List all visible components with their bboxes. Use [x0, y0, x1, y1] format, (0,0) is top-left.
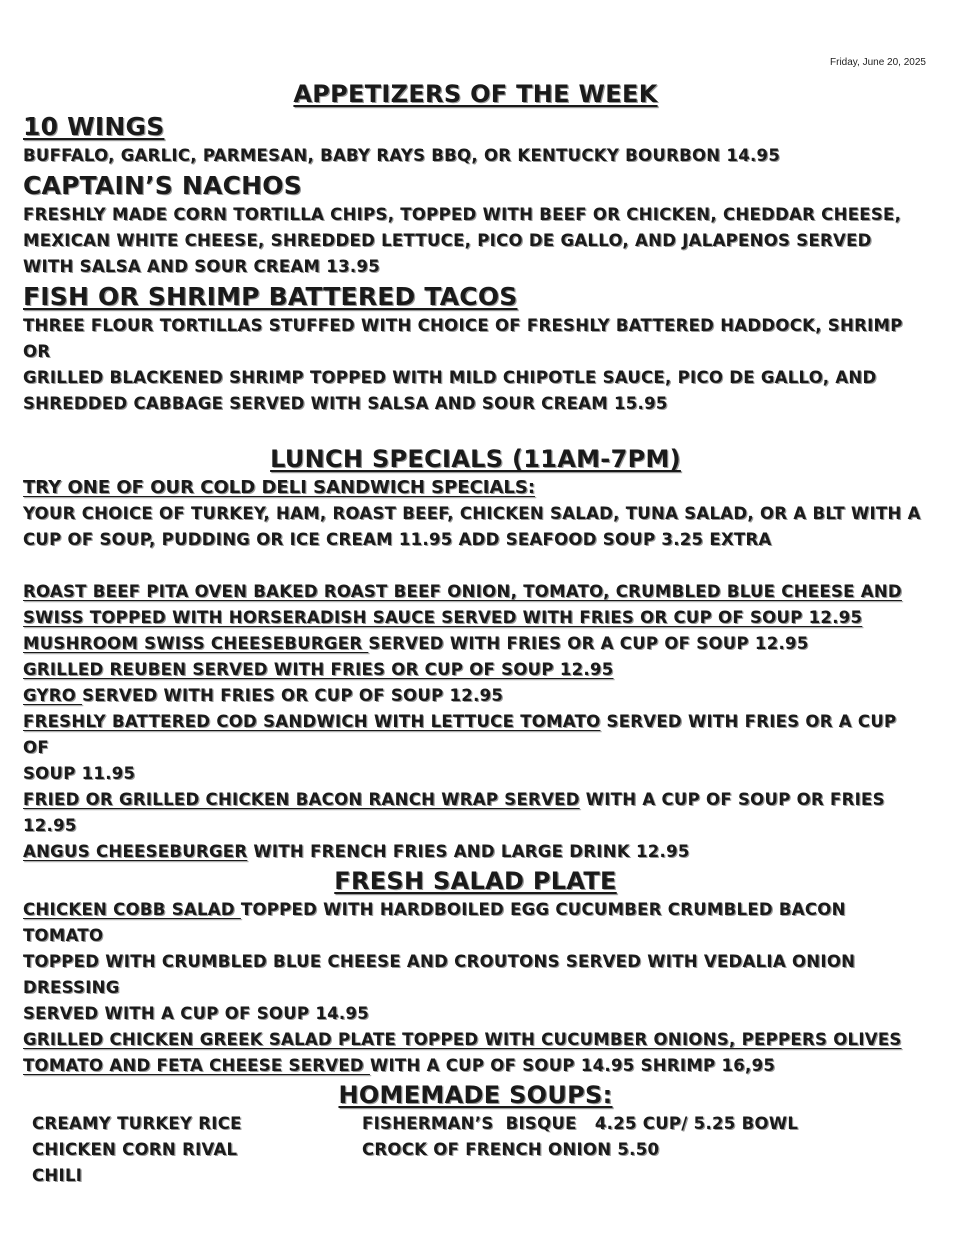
appetizer-wings: [23, 110, 928, 169]
soup-item: FISHERMAN’S BISQUE 4.25 CUP/ 5.25 BOWL: [362, 1114, 799, 1133]
spacer: [23, 417, 928, 443]
appetizer-title: 10 WINGS: [23, 112, 165, 141]
soups-column-left: [32, 1111, 362, 1189]
appetizer-line: MEXICAN WHITE CHEESE, SHREDDED LETTUCE, PICO DE GALLO, AND JALAPENOS SERVED: [23, 231, 872, 250]
salad-heading: FRESH SALAD PLATE: [334, 867, 617, 895]
appetizer-tacos: [23, 280, 928, 417]
soups-heading: HOMEMADE SOUPS:: [338, 1081, 613, 1109]
deli-line: CUP OF SOUP, PUDDING OR ICE CREAM 11.95 ADD SEAFOOD SOUP 3.25 EXTRA: [23, 530, 772, 549]
salad-line: [23, 1001, 928, 1027]
appetizer-nachos: [23, 169, 928, 280]
special-detail: WITH FRENCH FRIES AND LARGE DRINK 12.95: [247, 842, 690, 861]
appetizer-line: SHREDDED CABBAGE SERVED WITH SALSA AND SOUR CREAM 15.95: [23, 394, 668, 413]
special-detail: SOUP 11.95: [23, 764, 136, 783]
appetizer-line: FRESHLY MADE CORN TORTILLA CHIPS, TOPPED WITH BEEF OR CHICKEN, CHEDDAR CHEESE,: [23, 205, 902, 224]
special-line: [23, 657, 928, 683]
salad-detail: SERVED WITH A CUP OF SOUP 14.95: [23, 1004, 370, 1023]
soup-item: CHICKEN CORN RIVAL: [32, 1140, 238, 1159]
special-line: [23, 605, 928, 631]
appetizer-line: WITH SALSA AND SOUR CREAM 13.95: [23, 257, 381, 276]
special-line: [23, 761, 928, 787]
special-line: [23, 683, 928, 709]
soup-item: CHILI: [32, 1166, 83, 1185]
salad-list: [23, 897, 928, 1079]
menu-content: [23, 78, 928, 1189]
deli-line: YOUR CHOICE OF TURKEY, HAM, ROAST BEEF, CHICKEN SALAD, TUNA SALAD, OR A BLT WITH A: [23, 504, 921, 523]
special-name: GRILLED REUBEN SERVED WITH FRIES OR CUP OF SOUP 12.95: [23, 660, 614, 679]
special-line: [23, 709, 928, 761]
salad-name: TOMATO AND FETA CHEESE SERVED: [23, 1056, 370, 1075]
salad-detail: WITH A CUP OF SOUP 14.95 SHRIMP 16,95: [369, 1056, 776, 1075]
appetizer-title: CAPTAIN’S NACHOS: [23, 171, 302, 200]
special-detail: SERVED WITH FRIES OR A CUP OF: [23, 712, 897, 757]
appetizer-line: BUFFALO, GARLIC, PARMESAN, BABY RAYS BBQ, OR KENTUCKY BOURBON 14.95: [23, 146, 781, 165]
lunch-specials-list: [23, 579, 928, 865]
appetizer-line: GRILLED BLACKENED SHRIMP TOPPED WITH MILD CHIPOTLE SAUCE, PICO DE GALLO, AND: [23, 368, 877, 387]
special-name: ROAST BEEF PITA OVEN BAKED ROAST BEEF ONION, TOMATO, CRUMBLED BLUE CHEESE AND: [23, 582, 902, 601]
special-line: [23, 579, 928, 605]
lunch-heading: LUNCH SPECIALS (11AM-7PM): [270, 445, 681, 473]
special-name: FRIED OR GRILLED CHICKEN BACON RANCH WRAP SERVED: [23, 790, 580, 809]
special-line: [23, 839, 928, 865]
special-name: SWISS TOPPED WITH HORSERADISH SAUCE SERVED WITH FRIES OR CUP OF SOUP 12.95: [23, 608, 863, 627]
appetizers-heading: APPETIZERS OF THE WEEK: [293, 80, 658, 108]
appetizer-title: FISH OR SHRIMP BATTERED TACOS: [23, 282, 518, 311]
special-name: FRESHLY BATTERED COD SANDWICH WITH LETTUCE TOMATO: [23, 712, 601, 731]
special-name: ANGUS CHEESEBURGER: [23, 842, 248, 861]
deli-title: TRY ONE OF OUR COLD DELI SANDWICH SPECIALS:: [23, 477, 536, 498]
special-detail: WITH A CUP OF SOUP OR FRIES 12.95: [23, 790, 885, 835]
soups-list: [32, 1111, 928, 1189]
special-name: MUSHROOM SWISS CHEESEBURGER: [23, 634, 369, 653]
soups-column-right: [362, 1111, 922, 1189]
special-name: GYRO: [23, 686, 83, 705]
salad-name: GRILLED CHICKEN GREEK SALAD PLATE TOPPED WITH CUCUMBER ONIONS, PEPPERS OLIVES: [23, 1030, 902, 1049]
salad-line: [23, 1053, 928, 1079]
salad-detail: TOPPED WITH CRUMBLED BLUE CHEESE AND CROUTONS SERVED WITH VEDALIA ONION DRESSING: [23, 952, 856, 997]
salad-name: CHICKEN COBB SALAD: [23, 900, 241, 919]
spacer: [23, 553, 928, 579]
appetizer-line: THREE FLOUR TORTILLAS STUFFED WITH CHOICE OF FRESHLY BATTERED HADDOCK, SHRIMP OR: [23, 316, 903, 361]
special-detail: SERVED WITH FRIES OR A CUP OF SOUP 12.95: [368, 634, 809, 653]
soup-item: CROCK OF FRENCH ONION 5.50: [362, 1140, 660, 1159]
salad-line: [23, 949, 928, 1001]
date-label: Friday, June 20, 2025: [830, 57, 926, 68]
salad-detail: TOPPED WITH HARDBOILED EGG CUCUMBER CRUMBLED BACON TOMATO: [23, 900, 846, 945]
special-detail: SERVED WITH FRIES OR CUP OF SOUP 12.95: [82, 686, 504, 705]
salad-line: [23, 1027, 928, 1053]
special-line: [23, 787, 928, 839]
special-line: [23, 631, 928, 657]
salad-line: [23, 897, 928, 949]
soup-item: CREAMY TURKEY RICE: [32, 1114, 242, 1133]
